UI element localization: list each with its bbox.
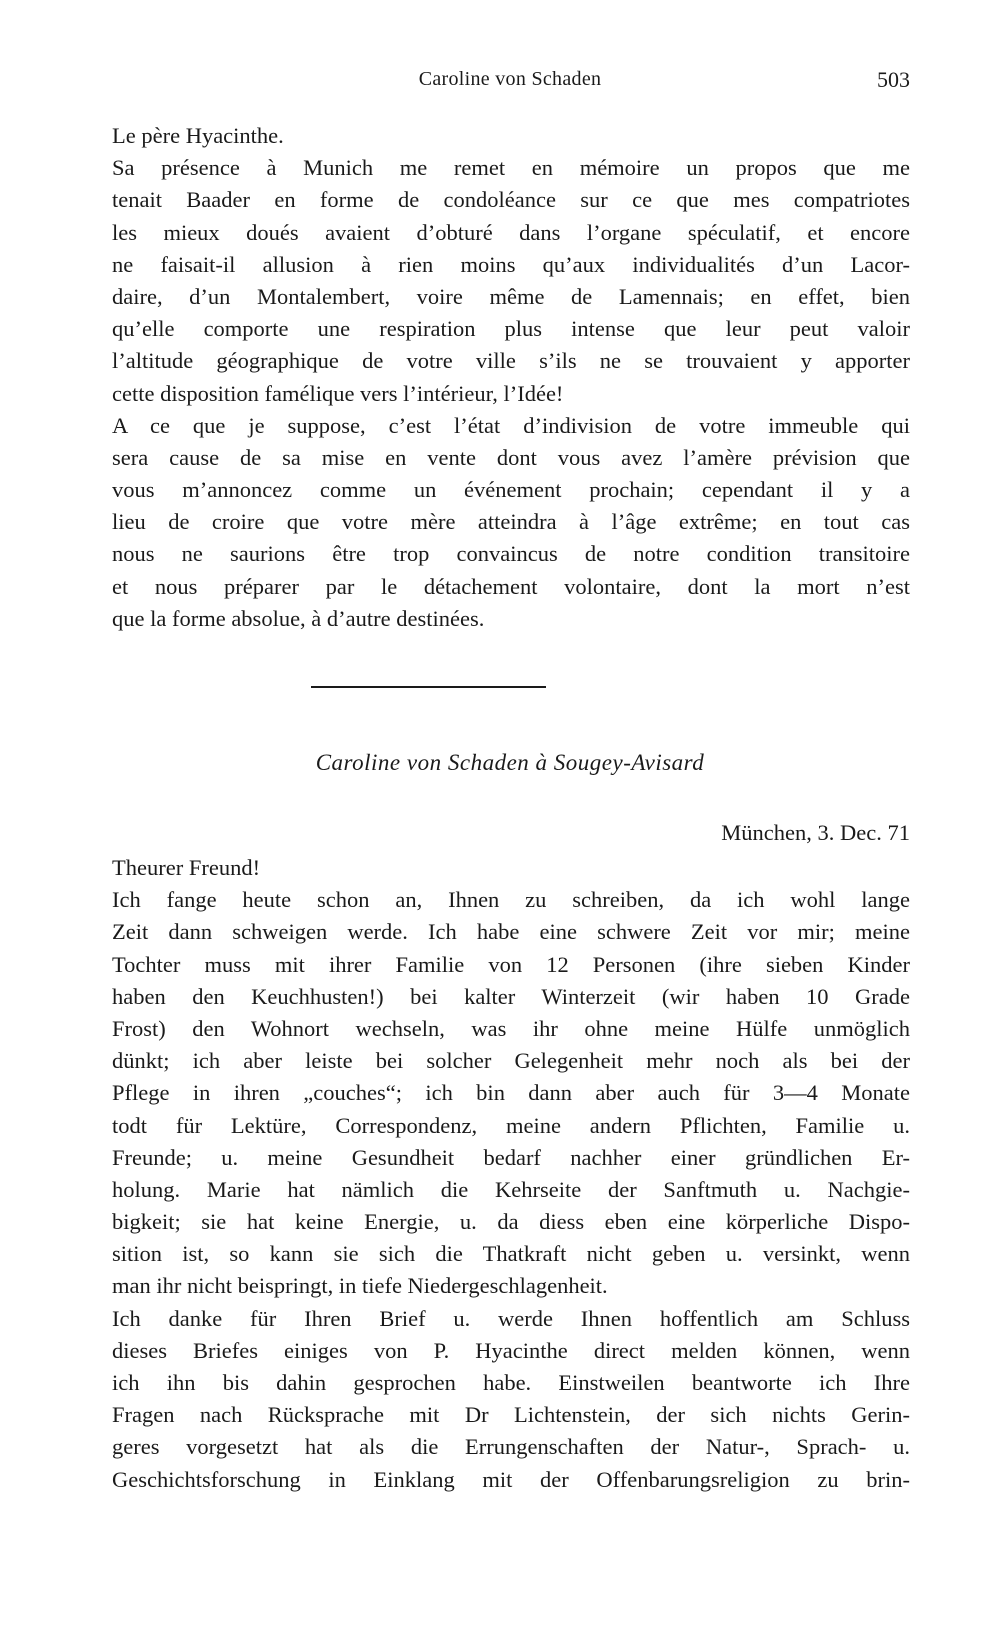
running-head (110, 68, 910, 98)
text-line: ne faisait-il allusion à rien moins qu’aux individualités d’un Lacor- (112, 251, 910, 277)
page-number: 503 (877, 67, 910, 92)
text-line: que la forme absolue, à d’autre destinées. (112, 605, 485, 631)
section1-text (112, 120, 910, 635)
text-line: qu’elle comporte une respiration plus intense que leur peut valoir (112, 316, 910, 342)
text-line: et nous préparer par le détachement volontaire, dont la mort n’est (112, 573, 910, 599)
letter-heading: Caroline von Schaden à Sougey-Avisard (315, 750, 705, 775)
text-line: bigkeit; sie hat keine Energie, u. da diess eben eine körperliche Dispo- (112, 1209, 910, 1235)
text-line: les mieux doués avaient d’obturé dans l’organe spéculatif, et encore (112, 219, 910, 245)
text-line: Le père Hyacinthe. (112, 123, 284, 148)
text-line: sera cause de sa mise en vente dont vous avez l’amère prévision que (112, 444, 910, 470)
text-line: daire, d’un Montalembert, voire même de Lamennais; en effet, bien (112, 283, 910, 309)
text-line: haben den Keuchhusten!) bei kalter Winterzeit (wir haben 10 Grade (112, 983, 910, 1009)
text-line: dünkt; ich aber leiste bei solcher Gelegenheit mehr noch als bei der (112, 1048, 910, 1074)
text-line: lieu de croire que votre mère atteindra à l’âge extrême; en tout cas (112, 509, 910, 535)
text-line: Ich danke für Ihren Brief u. werde Ihnen hoffentlich am Schluss (112, 1305, 910, 1331)
text-line: cette disposition famélique vers l’intérieur, l’Idée! (112, 380, 564, 406)
text-line: A ce que je suppose, c’est l’état d’indivision de votre immeuble qui (112, 412, 910, 438)
text-line: todt für Lektüre, Correspondenz, meine andern Pflichten, Familie u. (112, 1112, 910, 1138)
letter-text (112, 852, 910, 1496)
text-line: vous m’annoncez comme un événement prochain; cependant il y a (112, 477, 910, 503)
section-divider (311, 686, 546, 688)
text-line: Sa présence à Munich me remet en mémoire un propos que me (112, 155, 910, 181)
text-line: dieses Briefes einiges von P. Hyacinthe direct melden können, wenn (112, 1337, 910, 1363)
text-line: Geschichtsforschung in Einklang mit der Offenbarungsreligion zu brin- (112, 1466, 910, 1492)
letter-dateline: München, 3. Dec. 71 (721, 820, 910, 845)
text-line: Frost) den Wohnort wechseln, was ihr ohne meine Hülfe unmöglich (112, 1015, 910, 1041)
letter-salutation: Theurer Freund! (112, 855, 261, 880)
text-line: geres vorgesetzt hat als die Errungenschaften der Natur-, Sprach- u. (112, 1434, 910, 1460)
text-line: Zeit dann schweigen werde. Ich habe eine schwere Zeit vor mir; meine (112, 919, 910, 945)
text-line: ich ihn bis dahin gesprochen habe. Einstweilen beantworte ich Ihre (112, 1370, 910, 1395)
text-line: Freunde; u. meine Gesundheit bedarf nachher einer gründlichen Er- (112, 1144, 910, 1170)
text-line: Ich fange heute schon an, Ihnen zu schreiben, da ich wohl lange (112, 887, 910, 913)
text-line: sition ist, so kann sie sich die Thatkraft nicht geben u. versinkt, wenn (112, 1241, 910, 1267)
text-line: l’altitude géographique de votre ville s’ils ne se trouvaient y apporter (112, 348, 910, 374)
text-line: nous ne saurions être trop convaincus de notre condition transitoire (112, 541, 910, 567)
text-line: man ihr nicht beispringt, in tiefe Niedergeschlagenheit. (112, 1273, 608, 1299)
text-line: Fragen nach Rücksprache mit Dr Lichtenstein, der sich nichts Gerin- (112, 1402, 910, 1428)
text-line: holung. Marie hat nämlich die Kehrseite der Sanftmuth u. Nachgie- (112, 1176, 910, 1202)
text-line: Tochter muss mit ihrer Familie von 12 Personen (ihre sieben Kinder (112, 951, 910, 977)
running-title: Caroline von Schaden (418, 68, 602, 90)
text-line: tenait Baader en forme de condoléance sur ce que mes compatriotes (112, 187, 910, 213)
text-line: Pflege in ihren „couches“; ich bin dann aber auch für 3—4 Monate (112, 1080, 910, 1106)
